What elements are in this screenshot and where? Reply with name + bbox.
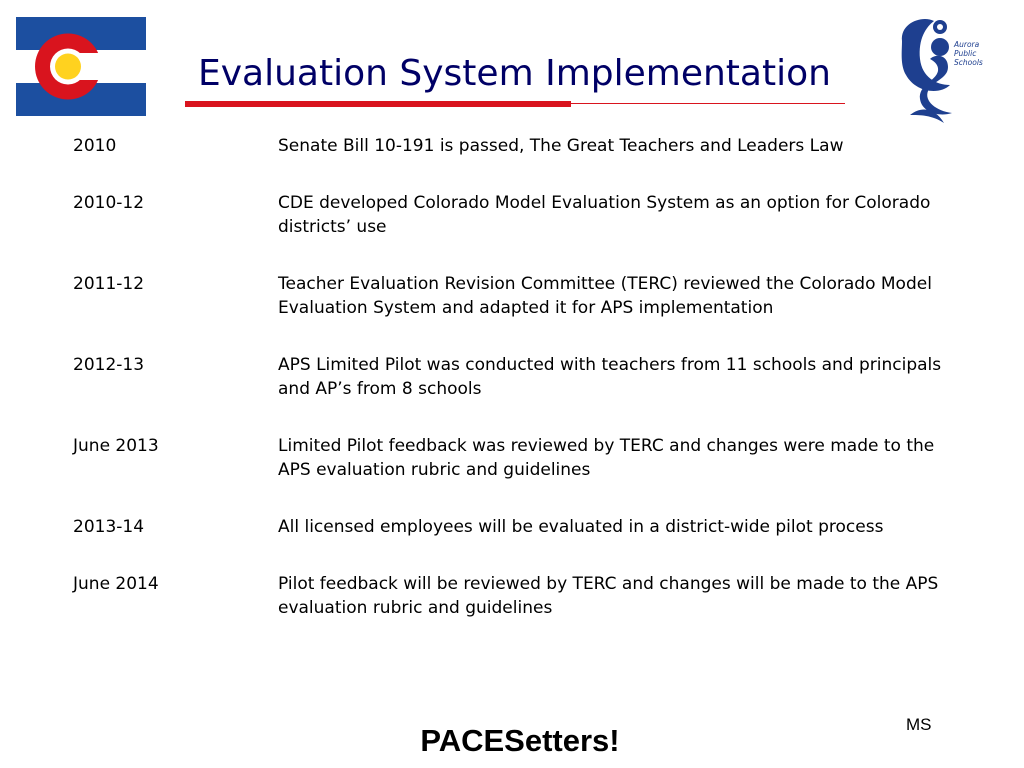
- timeline-description: Limited Pilot feedback was reviewed by TERC and changes were made to the APS evaluation rubric and guidelines: [278, 436, 935, 480]
- timeline-date: 2011-12: [73, 274, 145, 294]
- logo-word-public: Public: [954, 49, 977, 58]
- timeline-row: [73, 572, 973, 620]
- timeline-date: 2012-13: [73, 355, 145, 375]
- timeline-date: June 2013: [73, 436, 159, 456]
- implementation-timeline: [73, 134, 973, 653]
- timeline-row: [73, 134, 973, 158]
- timeline-description: APS Limited Pilot was conducted with teachers from 11 schools and principals and AP’s from 8 schools: [278, 355, 942, 399]
- timeline-date: 2010: [73, 136, 117, 156]
- timeline-date: June 2014: [73, 574, 159, 594]
- logo-word-aurora: Aurora: [954, 40, 980, 49]
- timeline-description: CDE developed Colorado Model Evaluation System as an option for Colorado districts’ use: [278, 193, 931, 237]
- logo-word-schools: Schools: [954, 58, 983, 67]
- timeline-row: [73, 191, 973, 239]
- aurora-public-schools-logo: [896, 15, 992, 127]
- footer-tagline: PACESetters!: [420, 723, 620, 758]
- author-initials: MS: [906, 715, 932, 734]
- title-underline-thick: [185, 101, 571, 107]
- timeline-description: Senate Bill 10-191 is passed, The Great Teachers and Leaders Law: [278, 136, 844, 156]
- timeline-row: [73, 434, 973, 482]
- colorado-flag-logo: [16, 17, 146, 116]
- timeline-date: 2010-12: [73, 193, 145, 213]
- slide-title: Evaluation System Implementation: [198, 53, 831, 94]
- timeline-row: [73, 515, 973, 539]
- title-underline-thin: [571, 103, 845, 104]
- timeline-description: Teacher Evaluation Revision Committee (TERC) reviewed the Colorado Model Evaluation System and adapted it for APS implementation: [278, 274, 932, 318]
- timeline-row: [73, 272, 973, 320]
- timeline-description: All licensed employees will be evaluated in a district-wide pilot process: [278, 517, 884, 537]
- timeline-row: [73, 353, 973, 401]
- timeline-description: Pilot feedback will be reviewed by TERC and changes will be made to the APS evaluation rubric and guidelines: [278, 574, 939, 618]
- timeline-date: 2013-14: [73, 517, 145, 537]
